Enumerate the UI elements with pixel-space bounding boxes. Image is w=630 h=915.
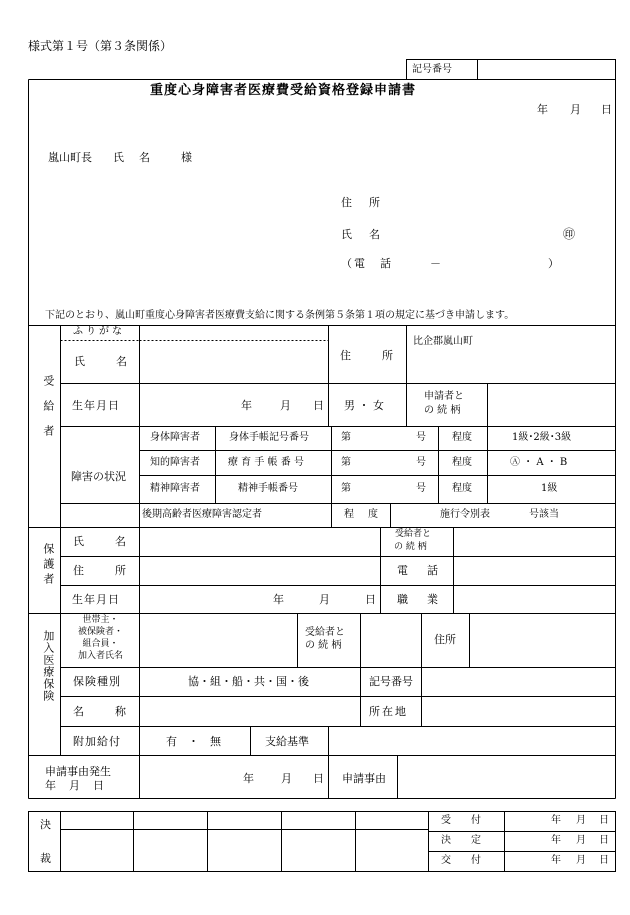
- guardian-phone-label: 電 話: [397, 564, 442, 577]
- insurance-relation-line1: 受給者と: [305, 627, 345, 638]
- approval-stamp-cell-3[interactable]: [208, 830, 281, 871]
- mental-number-field[interactable]: [355, 477, 413, 501]
- issued-day: 日: [599, 855, 609, 866]
- insurance-holder-line4: 加入者氏名: [77, 651, 123, 661]
- disability-notebook-physical: 身体手帳記号番号: [229, 432, 309, 443]
- guardian-name-label: 氏 名: [73, 535, 136, 548]
- reason-date-label-line2: 年 月 日: [45, 779, 105, 792]
- recipient-section-text: 受給者: [41, 375, 55, 450]
- reason-year: 年: [243, 772, 254, 785]
- reason-label: 申請事由: [342, 772, 386, 785]
- additional-benefit-label: 附加給付: [73, 735, 121, 748]
- applicant-address-label: 住 所: [341, 196, 383, 209]
- received-year: 年: [551, 815, 561, 826]
- insurance-relation-field[interactable]: [361, 614, 421, 667]
- insurance-holder-line2: 被保険者・: [77, 627, 123, 637]
- insurance-record-no-field[interactable]: [422, 668, 615, 696]
- elderly-certified-label: 後期高齢者医療障害認定者: [142, 509, 262, 520]
- approval-stamp-cell-2[interactable]: [134, 830, 207, 871]
- intellectual-number-field[interactable]: [355, 452, 413, 473]
- disability-no-prefix-intellectual: 第: [341, 457, 351, 468]
- disability-notebook-intellectual: 療 育 手 帳 番 号: [228, 457, 304, 468]
- reason-field[interactable]: [398, 756, 615, 798]
- recipient-name-field[interactable]: [140, 341, 328, 383]
- issued-month: 月: [576, 855, 586, 866]
- reason-day: 日: [313, 772, 324, 785]
- phone-dash: －: [430, 257, 441, 270]
- guardian-occupation-field[interactable]: [454, 586, 615, 613]
- received-day: 日: [599, 815, 609, 826]
- record-number-label: 記号番号: [412, 64, 452, 75]
- recipient-address-label: 住 所: [340, 349, 403, 362]
- relation-label-line1: 申請者と: [424, 391, 464, 402]
- decision-row-issued-label: 交 付: [441, 855, 481, 866]
- furigana-field[interactable]: [140, 326, 328, 340]
- disability-type-intellectual: 知的障害者: [150, 457, 200, 468]
- addressee-mayor: 嵐山町長: [48, 151, 92, 164]
- applicant-name-label: 氏 名: [341, 228, 383, 241]
- guardian-relation-line1: 受給者と: [395, 529, 432, 539]
- insurance-address-label: 住所: [434, 633, 456, 646]
- approval-stamp-cell-5[interactable]: [356, 830, 428, 871]
- disability-degree-label-intellectual: 程度: [452, 457, 472, 468]
- insurance-holder-line3: 組合員・: [82, 639, 119, 649]
- reason-date-field[interactable]: [140, 756, 328, 798]
- guardian-section-label: [37, 543, 55, 596]
- guardian-birth-day: 日: [365, 593, 376, 606]
- decided-day: 日: [599, 835, 609, 846]
- disability-degree-label-physical: 程度: [452, 432, 472, 443]
- addressee-honorific: 様: [181, 151, 192, 164]
- recipient-address-value: 比企郡嵐山町: [413, 336, 473, 347]
- recipient-birthdate-field[interactable]: [140, 384, 328, 426]
- birth-month: 月: [280, 399, 291, 412]
- approval-stamp-cell-1[interactable]: [61, 830, 133, 871]
- insurance-name-field[interactable]: [140, 697, 360, 726]
- guardian-relation-line2: の 続 柄: [394, 542, 427, 552]
- decision-row-received-label: 受 付: [441, 815, 481, 826]
- record-number-field[interactable]: [478, 60, 615, 79]
- insurance-holder-field[interactable]: [140, 614, 297, 667]
- elderly-applicable-label: 号該当: [529, 509, 559, 520]
- guardian-address-label: 住 所: [73, 564, 136, 577]
- reason-month: 月: [281, 772, 292, 785]
- applicant-name-field[interactable]: [395, 224, 555, 244]
- insurance-holder-line1: 世帯主・: [82, 615, 119, 625]
- insurance-relation-line2: の 続 柄: [305, 640, 342, 651]
- recipient-name-label: 氏 名: [74, 355, 137, 368]
- guardian-birth-year: 年: [273, 593, 284, 606]
- disability-status-label: 障害の状況: [71, 470, 126, 483]
- decision-label-bottom: 裁: [40, 852, 51, 865]
- form-number: 様式第１号（第３条関係）: [28, 39, 173, 53]
- recipient-relation-field[interactable]: [488, 384, 615, 426]
- benefit-standard-field[interactable]: [329, 727, 615, 755]
- decision-label-top: 決: [40, 818, 51, 831]
- insurance-type-label: 保険種別: [73, 675, 121, 688]
- date-year-label: 年: [537, 103, 548, 116]
- guardian-section-text: 保護者: [41, 543, 55, 588]
- disability-no-suffix-intellectual: 号: [416, 457, 426, 468]
- page-title: 重度心身障害者医療費受給資格登録申請書: [150, 83, 417, 98]
- guardian-address-field[interactable]: [140, 557, 380, 585]
- seal-mark: ㊞: [563, 227, 576, 241]
- applicant-address-field[interactable]: [395, 192, 605, 212]
- guardian-birthdate-label: 生年月日: [72, 593, 120, 606]
- insurance-location-label: 所在地: [369, 705, 408, 718]
- insurance-name-label: 名 称: [73, 705, 136, 718]
- disability-type-mental: 精神障害者: [150, 483, 200, 494]
- disability-notebook-mental: 精神手帳番号: [238, 483, 298, 494]
- guardian-birthdate-field[interactable]: [140, 586, 380, 613]
- elderly-table-label: 施行令別表: [440, 509, 490, 520]
- disability-no-suffix-mental: 号: [416, 483, 426, 494]
- disability-degree-label-mental: 程度: [452, 483, 472, 494]
- insurance-section-label: [37, 630, 55, 710]
- applicant-phone-label: （電 話: [341, 257, 393, 270]
- date-month-label: 月: [570, 103, 581, 116]
- insurance-record-no-label: 記号番号: [369, 675, 413, 688]
- insurance-location-field[interactable]: [422, 697, 615, 726]
- birth-day: 日: [313, 399, 324, 412]
- reason-date-label-line1: 申請事由発生: [45, 765, 111, 778]
- relation-label-line2: の 続 柄: [424, 405, 461, 416]
- disability-degree-mental[interactable]: 1級: [541, 483, 558, 494]
- guardian-relation-field[interactable]: [454, 528, 615, 556]
- addressee-name-label: 氏 名: [113, 151, 152, 164]
- applicant-phone-field[interactable]: [395, 254, 545, 272]
- decided-year: 年: [551, 835, 561, 846]
- birth-year: 年: [241, 399, 252, 412]
- insurance-type-options[interactable]: 協・組・船・共・国・後: [188, 675, 309, 688]
- benefit-standard-label: 支給基準: [265, 735, 309, 748]
- disability-no-prefix-mental: 第: [341, 483, 351, 494]
- guardian-occupation-label: 職 業: [397, 593, 442, 606]
- disability-type-physical: 身体障害者: [150, 432, 200, 443]
- issued-year: 年: [551, 855, 561, 866]
- decision-row-decided-label: 決 定: [441, 835, 481, 846]
- guardian-birth-month: 月: [319, 593, 330, 606]
- application-statement: 下記のとおり、嵐山町重度心身障害者医療費支給に関する条例第５条第１項の規定に基づき申請します。: [45, 310, 515, 321]
- insurance-section-text: 加入医療保険: [41, 630, 55, 702]
- insurance-address-field[interactable]: [470, 614, 615, 667]
- disability-degree-intellectual[interactable]: Ⓐ ・ A ・ B: [510, 457, 568, 468]
- physical-number-field[interactable]: [355, 428, 413, 448]
- received-month: 月: [576, 815, 586, 826]
- disability-no-suffix-physical: 号: [416, 432, 426, 443]
- additional-benefit-selector[interactable]: 有 ・ 無: [166, 735, 221, 748]
- elderly-degree-label: 程 度: [344, 509, 380, 520]
- date-day-label: 日: [601, 103, 612, 116]
- decided-month: 月: [576, 835, 586, 846]
- disability-degree-physical[interactable]: 1級･2級･3級: [512, 432, 572, 443]
- guardian-name-field[interactable]: [140, 528, 380, 556]
- recipient-address-field[interactable]: [407, 326, 615, 383]
- sex-selector[interactable]: 男 ・ 女: [344, 399, 384, 412]
- recipient-birthdate-label: 生年月日: [72, 399, 120, 412]
- disability-no-prefix-physical: 第: [341, 432, 351, 443]
- recipient-section-label: [37, 375, 55, 458]
- furigana-label: ふりがな: [73, 326, 125, 337]
- elderly-number-field[interactable]: [500, 505, 528, 525]
- guardian-phone-field[interactable]: [454, 557, 615, 585]
- approval-stamp-cell-4[interactable]: [282, 830, 355, 871]
- phone-close: ）: [548, 257, 559, 270]
